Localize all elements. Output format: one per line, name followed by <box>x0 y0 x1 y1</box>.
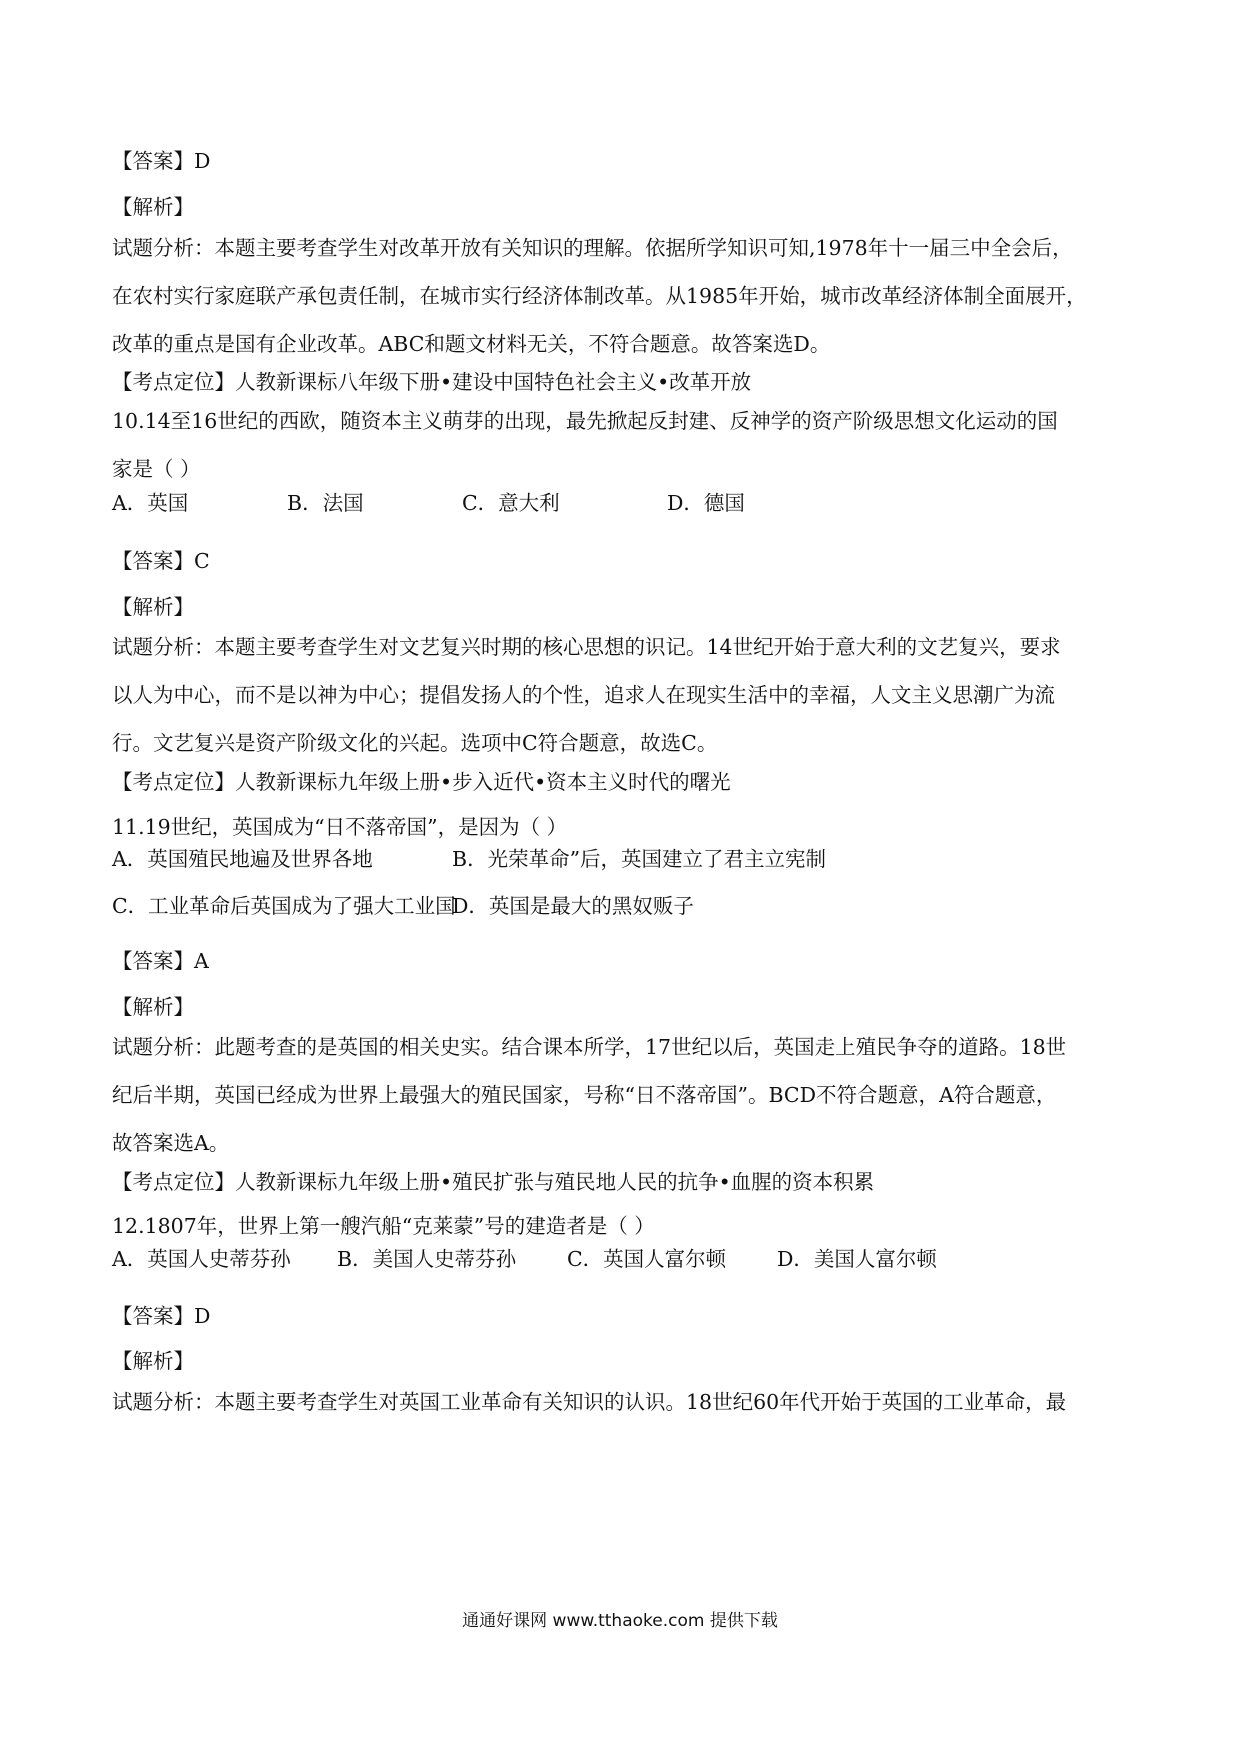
q10-option-d: D．德国 <box>667 491 745 515</box>
q12-options <box>112 1242 1132 1290</box>
q11-location: 【考点定位】人教新课标九年级上册•殖民扩张与殖民地人民的抗争•血腥的资本积累 <box>112 1170 875 1194</box>
q10-options <box>112 486 1132 534</box>
q12-option-d: D．美国人富尔顿 <box>777 1247 937 1271</box>
q12-analysis-line: 试题分析：本题主要考查学生对英国工业革命有关知识的认识。18世纪60年代开始于英国的工业革命，最 <box>112 1390 1067 1414</box>
q10-question-line: 10.14至16世纪的西欧，随资本主义萌芽的出现，最先掀起反封建、反神学的资产阶级思想文化运动的国 <box>112 409 1058 433</box>
q10-option-c: C．意大利 <box>462 491 560 515</box>
q10-question-line: 家是（ ） <box>112 457 201 481</box>
q9-answer: 【答案】D <box>112 149 211 173</box>
q9-analysis-line: 试题分析：本题主要考查学生对改革开放有关知识的理解。依据所学知识可知,1978年十一届三中全会后， <box>112 236 1073 260</box>
q11-analysis-line: 纪后半期，英国已经成为世界上最强大的殖民国家，号称“日不落帝国”。BCD不符合题意，A符合题意， <box>112 1083 1057 1107</box>
q11-option-b: B．光荣革命”后，英国建立了君主立宪制 <box>452 847 827 871</box>
q12-answer: 【答案】D <box>112 1304 211 1328</box>
q11-option-c: C．工业革命后英国成为了强大工业国 <box>112 894 456 918</box>
q11-analysis-heading: 【解析】 <box>112 995 194 1019</box>
q9-analysis-line: 在农村实行家庭联产承包责任制，在城市实行经济体制改革。从1985年开始，城市改革经济体制全面展开， <box>112 284 1087 308</box>
q10-analysis-line: 行。文艺复兴是资产阶级文化的兴起。选项中C符合题意，故选C。 <box>112 731 718 755</box>
q11-analysis-line: 故答案选A。 <box>112 1131 230 1155</box>
q12-option-a: A．英国人史蒂芬孙 <box>112 1247 291 1271</box>
q11-question: 11.19世纪，英国成为“日不落帝国”，是因为（ ） <box>112 815 568 839</box>
q12-option-b: B．美国人史蒂芬孙 <box>337 1247 517 1271</box>
q12-analysis-heading: 【解析】 <box>112 1349 194 1373</box>
q11-options-row1 <box>112 842 1132 890</box>
q10-analysis <box>112 623 1132 767</box>
q10-location: 【考点定位】人教新课标九年级上册•步入近代•资本主义时代的曙光 <box>112 770 731 794</box>
q11-options-row2 <box>112 889 1132 937</box>
q10-analysis-line: 试题分析：本题主要考查学生对文艺复兴时期的核心思想的识记。14世纪开始于意大利的文艺复兴，要求 <box>112 635 1061 659</box>
q11-analysis <box>112 1023 1132 1167</box>
q9-analysis-line: 改革的重点是国有企业改革。ABC和题文材料无关，不符合题意。故答案选D。 <box>112 332 831 356</box>
q11-answer: 【答案】A <box>112 949 209 973</box>
q10-analysis-line: 以人为中心，而不是以神为中心；提倡发扬人的个性，追求人在现实生活中的幸福，人文主义思潮广为流 <box>112 683 1055 707</box>
q9-analysis <box>112 224 1132 368</box>
q12-analysis <box>112 1378 1132 1426</box>
q10-answer: 【答案】C <box>112 549 210 573</box>
q10-option-b: B．法国 <box>287 491 364 515</box>
q10-option-a: A．英国 <box>112 491 189 515</box>
page-footer: 通通好课网 www.tthaoke.com 提供下载 <box>462 1611 778 1631</box>
q12-question: 12.1807年，世界上第一艘汽船“克莱蒙”号的建造者是（ ） <box>112 1214 655 1238</box>
q9-location: 【考点定位】人教新课标八年级下册•建设中国特色社会主义•改革开放 <box>112 370 752 394</box>
q11-option-a: A．英国殖民地遍及世界各地 <box>112 847 373 871</box>
q9-analysis-heading: 【解析】 <box>112 195 194 219</box>
q10-question <box>112 397 1132 493</box>
q12-option-c: C．英国人富尔顿 <box>567 1247 727 1271</box>
q11-analysis-line: 试题分析：此题考查的是英国的相关史实。结合课本所学，17世纪以后，英国走上殖民争夺的道路。18世 <box>112 1035 1067 1059</box>
q10-analysis-heading: 【解析】 <box>112 595 194 619</box>
q11-option-d: D．英国是最大的黑奴贩子 <box>452 894 694 918</box>
